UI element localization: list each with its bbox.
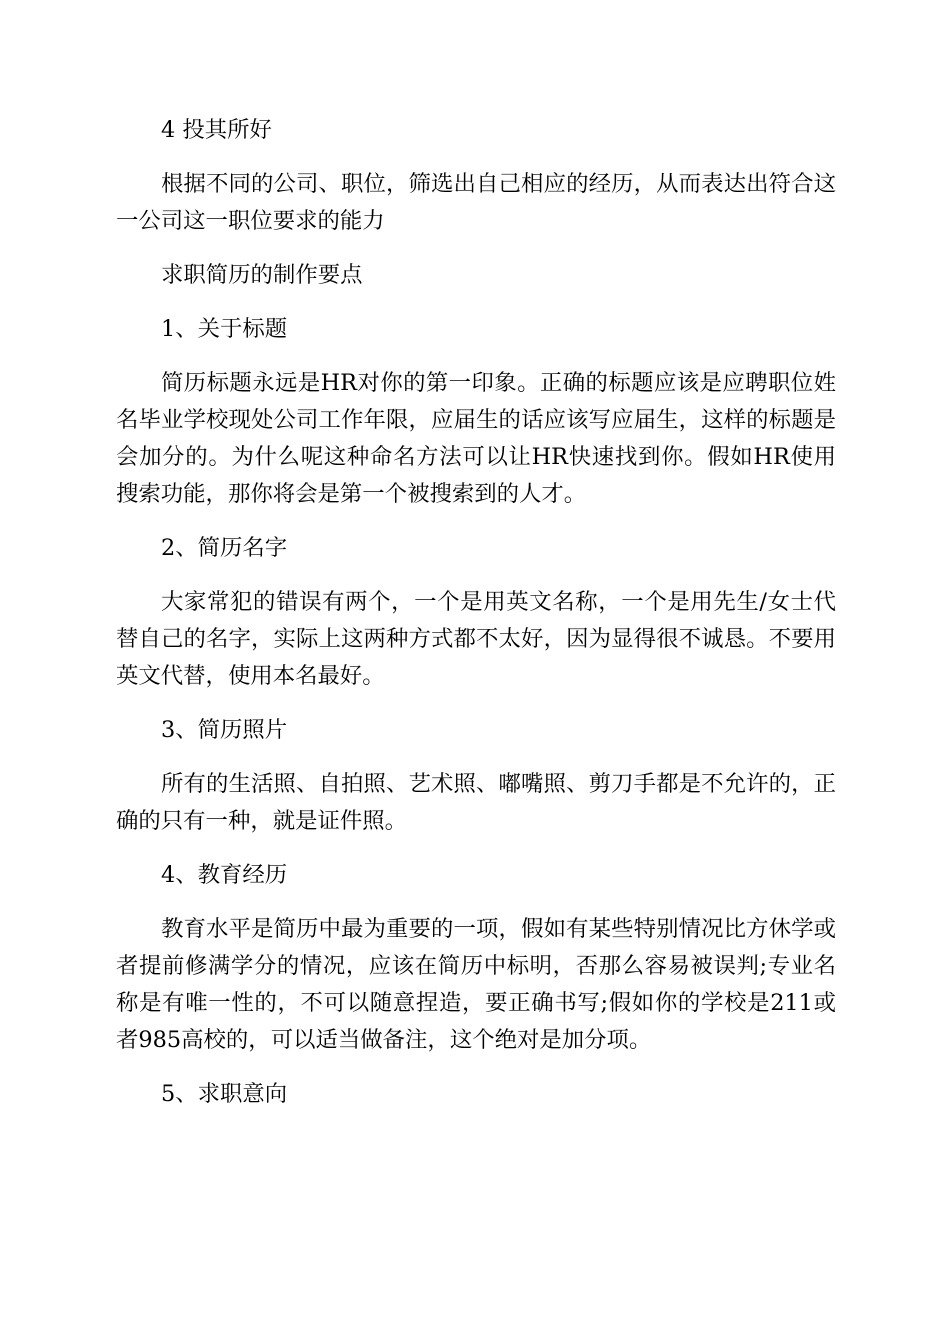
paragraph-tailor: 根据不同的公司、职位，筛选出自己相应的经历，从而表达出符合这一公司这一职位要求的能力 [116,171,836,234]
paragraph-title: 简历标题永远是HR对你的第一印象。正确的标题应该是应聘职位姓名毕业学校现处公司工作年限，应届生的话应该写应届生，这样的标题是会加分的。为什么呢这种命名方法可以让HR快速找到你。假如HR使用搜索功能，那你将会是第一个被搜索到的人才。 [116,370,836,507]
paragraph-name: 大家常犯的错误有两个，一个是用英文名称，一个是用先生/女士代替自己的名字，实际上这两种方式都不太好，因为显得很不诚恳。不要用英文代替，使用本名最好。 [116,589,836,689]
paragraph-photo: 所有的生活照、自拍照、艺术照、嘟嘴照、剪刀手都是不允许的，正确的只有一种，就是证件照。 [116,771,836,834]
section-heading-name: 2、简历名字 [161,535,288,561]
paragraph-education: 教育水平是简历中最为重要的一项，假如有某些特别情况比方休学或者提前修满学分的情况，应该在简历中标明，否那么容易被误判;专业名称是有唯一性的，不可以随意捏造，要正确书写;假如你的学校是211或者985高校的，可以适当做备注，这个绝对是加分项。 [116,916,836,1053]
section-heading-title: 1、关于标题 [161,316,288,342]
section-heading-photo: 3、简历照片 [161,717,288,743]
section-heading-key-points: 求职简历的制作要点 [161,262,363,288]
section-heading-education: 4、教育经历 [161,862,288,888]
document-body [116,112,836,1130]
section-heading-job-intent: 5、求职意向 [161,1081,288,1107]
section-heading-tailor: 4 投其所好 [161,117,272,143]
